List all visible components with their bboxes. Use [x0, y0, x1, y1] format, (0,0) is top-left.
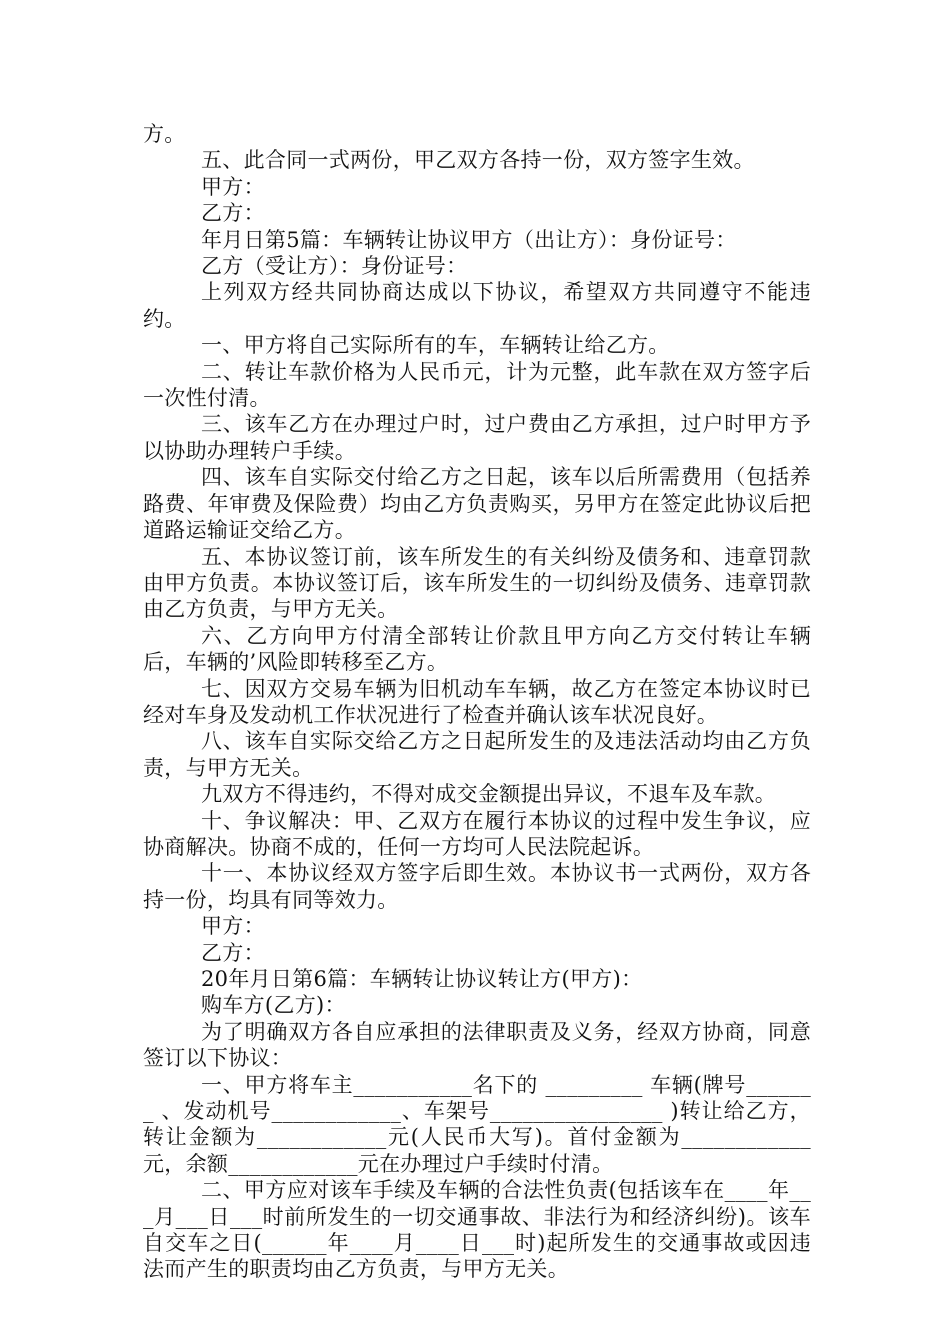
paragraph: 乙方（受让方）：身份证号： — [201, 254, 468, 279]
clause-1: 一、甲方将自己实际所有的车，车辆转让给乙方。 — [201, 333, 670, 358]
signature-line-party-b: 乙方： — [201, 940, 265, 965]
section-heading-6: 20年月日第6篇：车辆转让协议转让方(甲方)： — [201, 967, 643, 991]
paragraph: 五、此合同一式两份，甲乙双方各持一份，双方签字生效。 — [201, 148, 755, 173]
signature-line-party-a: 甲方： — [201, 914, 265, 939]
clause-5: 五、本协议签订前，该车所发生的有关纠纷及债务和、违章罚款由甲方负责。本协议签订后，该车所发生的一切纠纷及债务、违章罚款由乙方负责，与甲方无关。 — [143, 544, 811, 622]
clause-10: 十、争议解决：甲、乙双方在履行本协议的过程中发生争议，应协商解决。协商不成的，任何一方均可人民法院起诉。 — [143, 808, 811, 859]
section-heading-5: 年月日第5篇：车辆转让协议甲方（出让方）：身份证号： — [201, 227, 737, 252]
paragraph: 购车方(乙方)： — [201, 993, 346, 1018]
paragraph: 为了明确双方各自应承担的法律职责及义务，经双方协商，同意签订以下协议： — [143, 1019, 811, 1071]
clause-9: 九双方不得违约，不得对成交金额提出异议，不退车及车款。 — [201, 782, 777, 807]
clause-2: 二、甲方应对该车手续及车辆的合法性负责(包括该车在____年___月___日___时前所发生的一切交通事故、非法行为和经济纠纷)。该车自交车之日(______年____月____日___时)起所发生的交通事故或因违法而产生的职责均由乙方负责，与甲方无关。 — [143, 1178, 811, 1282]
clause-7: 七、因双方交易车辆为旧机动车车辆，故乙方在签定本协议时已经对车身及发动机工作状况进行了检查并确认该车状况良好。 — [143, 676, 811, 727]
paragraph: 上列双方经共同协商达成以下协议，希望双方共同遵守不能违约。 — [143, 280, 811, 331]
clause-2: 二、转让车款价格为人民币元，计为元整，此车款在双方签字后一次性付清。 — [143, 359, 811, 411]
clause-8: 八、该车自实际交给乙方之日起所发生的及违法活动均由乙方负责，与甲方无关。 — [143, 729, 811, 780]
clause-1: 一、甲方将车主___________名下的 _________ 车辆(牌号_______ 、发动机号____________、车架号________________ )转让给乙方，转让金额为____________元(人民币大写)。首付金额为____________元，余额____________元在办理过户手续时付清。 — [143, 1072, 811, 1176]
document-page — [143, 121, 811, 1283]
clause-3: 三、该车乙方在办理过户时，过户费由乙方承担，过户时甲方予以协助办理转户手续。 — [143, 412, 811, 463]
signature-line-party-b: 乙方： — [201, 201, 265, 226]
clause-4: 四、该车自实际交付给乙方之日起，该车以后所需费用（包括养路费、年审费及保险费）均由乙方负责购买，另甲方在签定此协议后把道路运输证交给乙方。 — [143, 465, 811, 543]
clause-6: 六、乙方向甲方付清全部转让价款且甲方向乙方交付转让车辆后，车辆的’风险即转移至乙方。 — [143, 623, 811, 675]
signature-line-party-a: 甲方： — [201, 174, 265, 199]
clause-11: 十一、本协议经双方签字后即生效。本协议书一式两份，双方各持一份，均具有同等效力。 — [143, 861, 811, 912]
paragraph: 方。 — [143, 122, 186, 146]
